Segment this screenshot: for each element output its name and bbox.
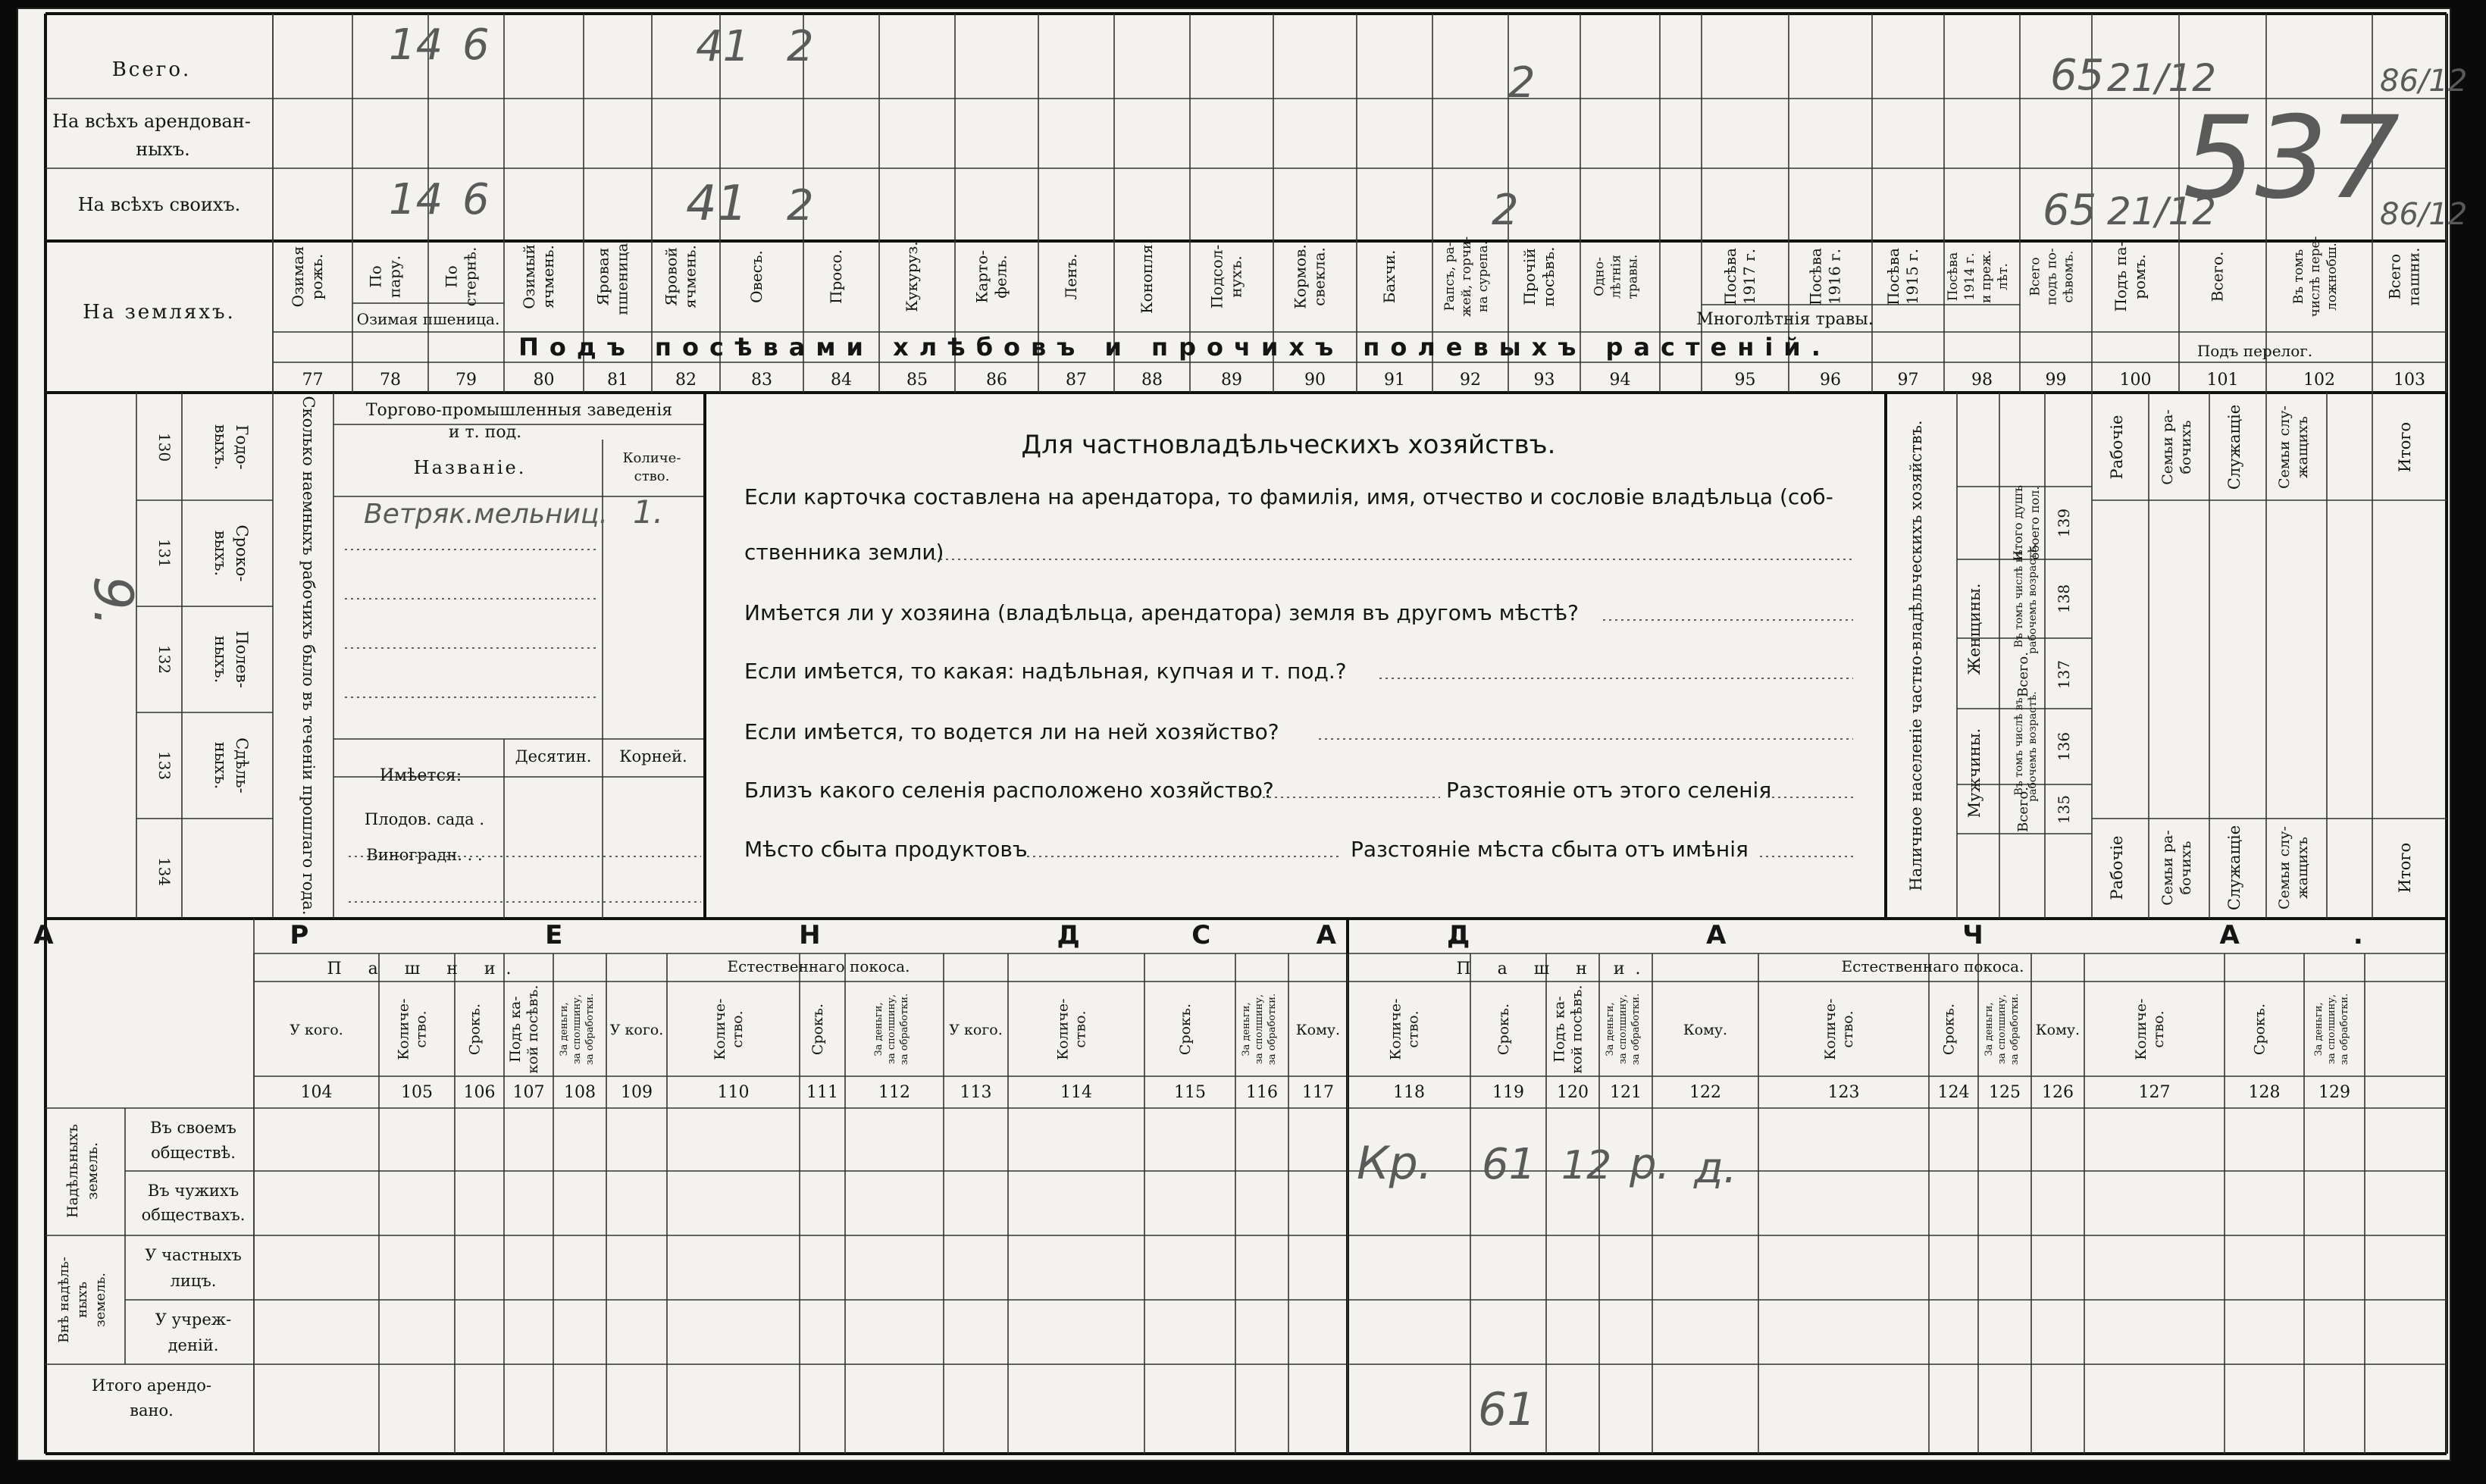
q5b: Разстояніе отъ этого селенія (1446, 778, 1772, 803)
svg-text:14: 14 (389, 175, 443, 224)
svg-text:2: 2 (787, 22, 814, 71)
crop-col-num-99: 99 (2045, 371, 2067, 390)
bottom-header-104: У кого. (290, 1022, 343, 1038)
bottom-header-122: Кому. (1683, 1022, 1728, 1038)
pashni-sdacha: П а ш н и. (1456, 960, 1652, 978)
establishments-title: Торгово-промышленныя заведенія (365, 401, 673, 420)
q1b: ственника земли) (744, 540, 944, 565)
svg-text:деній.: деній. (168, 1336, 219, 1354)
svg-text:бочихъ: бочихъ (2178, 420, 2194, 474)
bottom-col-num-113: 113 (960, 1083, 992, 1102)
svg-text:136: 136 (2055, 731, 2073, 762)
crop-col-num-100: 100 (2119, 371, 2152, 390)
svg-text:41: 41 (696, 22, 750, 71)
bottom-header-127: Количе-ство. (2133, 998, 2167, 1060)
crop-header-102: Въ томъ числѣ пере- ложнобш. (2291, 236, 2340, 318)
bottom-header-118: Количе-ство. (1387, 998, 1422, 1060)
svg-text:132: 132 (155, 644, 174, 675)
row-label-total: Всего. (111, 58, 192, 81)
bottom-col-num-114: 114 (1060, 1083, 1092, 1102)
svg-text:обществахъ.: обществахъ. (141, 1206, 246, 1224)
q3: Если имѣется, то какая: надѣльная, купчая и т. под.? (744, 659, 1347, 684)
crop-header-90: Кормов.свекла. (1291, 244, 1329, 309)
crop-col-num-88: 88 (1141, 371, 1163, 390)
right-columns-top (2108, 405, 2414, 490)
bottom-col-num-119: 119 (1492, 1083, 1524, 1102)
svg-text:2: 2 (787, 181, 814, 230)
svg-text:Семьи слу-: Семьи слу- (2276, 405, 2293, 489)
crop-col-num-78: 78 (380, 371, 401, 390)
bottom-col-num-106: 106 (463, 1083, 496, 1102)
svg-text:Рабочіе: Рабочіе (2108, 835, 2126, 900)
bottom-col-num-117: 117 (1302, 1083, 1334, 1102)
bottom-col-num-121: 121 (1610, 1083, 1642, 1102)
svg-text:61: 61 (1478, 1383, 1536, 1436)
bottom-col-num-123: 123 (1827, 1083, 1860, 1102)
svg-text:61: 61 (1482, 1140, 1536, 1189)
est-hw-qty: 1. (633, 493, 664, 531)
crop-header-100: Подъ па-ромъ. (2112, 241, 2149, 312)
bottom-col-num-111: 111 (806, 1083, 838, 1102)
bottom-col-num-110: 110 (717, 1083, 750, 1102)
crop-column-numbers (302, 371, 2426, 390)
svg-text:86/12: 86/12 (2380, 64, 2468, 99)
crop-col-num-93: 93 (1533, 371, 1555, 390)
svg-text:130: 130 (155, 432, 174, 462)
svg-text:р.: р. (1630, 1140, 1670, 1189)
bottom-header-129: За деньги, за сполшину, за обработки. (2313, 993, 2350, 1066)
bottom-header-106: Срокъ. (466, 1003, 484, 1056)
bottom-col-num-127: 127 (2138, 1083, 2171, 1102)
pokos-arenda: Естественнаго покоса. (727, 957, 910, 975)
bottom-header-116: За деньги, за сполшину, за обработки. (1241, 993, 1278, 1066)
svg-text:133: 133 (155, 750, 174, 781)
bottom-col-num-109: 109 (621, 1083, 653, 1102)
est-name-header: Названіе. (413, 457, 527, 478)
crop-col-num-92: 92 (1460, 371, 1481, 390)
q2: Имѣется ли у хозяина (владѣльца, арендатора) земля въ другомъ мѣстѣ? (744, 600, 1579, 625)
crop-col-num-90: 90 (1304, 371, 1326, 390)
crop-col-num-77: 77 (302, 371, 324, 390)
crop-col-num-83: 83 (751, 371, 772, 390)
women-label: Женщины. (1965, 583, 1983, 675)
bottom-header-125: За деньги, за сполшину, за обработки. (1983, 993, 2021, 1066)
svg-text:Семьи ра-: Семьи ра- (2159, 830, 2176, 906)
svg-text:жащихъ: жащихъ (2294, 837, 2311, 899)
pashni-arenda: П а ш н и. (327, 960, 522, 978)
svg-text:41: 41 (686, 176, 748, 232)
crop-header-92: Рапсъ, ра- жей, горчи- на сурепа. (1442, 236, 1491, 318)
q6b: Разстояніе мѣста сбыта отъ имѣнія (1351, 837, 1749, 862)
bottom-col-num-104: 104 (300, 1083, 333, 1102)
bottom-col-num-120: 120 (1557, 1083, 1589, 1102)
men-label: Мужчины. (1965, 728, 1983, 819)
row-label-rented-2: ныхъ. (136, 139, 190, 160)
svg-text:Въ томъ числѣ въ: Въ томъ числѣ въ (2013, 697, 2025, 796)
perennial-subheader: Многолѣтнія травы. (1696, 310, 1874, 329)
svg-text:Итого душъ: Итого душъ (2011, 485, 2025, 561)
desyatin-header: Десятин. (515, 747, 592, 765)
hired-workers-label: Сколько наемныхъ рабочихъ было въ теченіи прошлаго года. (299, 396, 318, 916)
establishments-title-2: и т. под. (448, 423, 522, 442)
svg-text:135: 135 (2055, 794, 2073, 825)
svg-text:Семьи слу-: Семьи слу- (2276, 826, 2293, 909)
crop-col-num-86: 86 (986, 371, 1007, 390)
crop-headers (289, 236, 2423, 318)
row-label-rented: На всѣхъ арендован- (52, 111, 251, 132)
bottom-col-num-115: 115 (1174, 1083, 1206, 1102)
bottom-header-121: За деньги, за сполшину, за обработки. (1605, 993, 1642, 1066)
bottom-header-110: Количе-ство. (712, 998, 746, 1060)
q5: Близъ какого селенія расположено хозяйство? (744, 778, 1274, 803)
bottom-col-num-129: 129 (2318, 1083, 2350, 1102)
svg-text:Итого арендо-: Итого арендо- (92, 1376, 211, 1395)
crop-header-103: Всегопашни. (2385, 247, 2423, 306)
bottom-header-114: Количе-ство. (1054, 998, 1089, 1060)
winter-wheat-subheader: Озимая пшеница. (356, 310, 500, 328)
crop-col-num-89: 89 (1221, 371, 1242, 390)
crop-col-num-82: 82 (675, 371, 697, 390)
bottom-col-num-118: 118 (1393, 1083, 1425, 1102)
svg-text:Служащіе: Служащіе (2225, 404, 2243, 490)
crop-col-num-81: 81 (607, 371, 628, 390)
crop-header-91: Бахчи. (1380, 249, 1398, 304)
q4: Если имѣется, то водется ли на ней хозяйство? (744, 719, 1279, 744)
bottom-headers (290, 957, 2350, 1074)
sdacha-title: С Д А Ч А. (1191, 920, 2477, 950)
svg-text:Сроко-выхъ.: Сроко-выхъ. (211, 524, 251, 582)
svg-text:вано.: вано. (130, 1401, 174, 1420)
svg-text:Кр.: Кр. (1357, 1137, 1432, 1190)
bottom-header-120: Подъ ка-кой посѣвъ. (1551, 985, 1586, 1074)
pokos-sdacha: Естественнаго покоса. (1841, 957, 2024, 975)
svg-text:65: 65 (2050, 51, 2105, 100)
crop-col-num-94: 94 (1609, 371, 1631, 390)
crop-header-94: Одно- лѣтнія травы. (1592, 254, 1641, 299)
handwritten-left-note: 9. (82, 576, 144, 627)
bottom-col-num-125: 125 (1989, 1083, 2021, 1102)
svg-text:Служащіе: Служащіе (2225, 825, 2243, 911)
crop-header-93: Прочійпосѣвъ. (1520, 246, 1558, 307)
svg-text:131: 131 (155, 538, 174, 568)
crop-col-num-97: 97 (1897, 371, 1919, 390)
bottom-col-num-122: 122 (1689, 1083, 1721, 1102)
bottom-col-num-105: 105 (401, 1083, 433, 1102)
svg-text:139: 139 (2055, 508, 2073, 538)
crop-col-num-80: 80 (533, 371, 555, 390)
svg-text:лицъ.: лицъ. (170, 1272, 217, 1290)
svg-text:21/12: 21/12 (2107, 56, 2217, 100)
bottom-col-num-107: 107 (512, 1083, 545, 1102)
svg-text:Годо-выхъ.: Годо-выхъ. (211, 424, 251, 471)
crop-header-101: Всего. (2208, 251, 2227, 302)
crop-col-num-102: 102 (2303, 371, 2335, 390)
handwritten-top-values (389, 20, 2467, 235)
crop-col-num-98: 98 (1971, 371, 1993, 390)
svg-text:537: 537 (2183, 92, 2400, 224)
svg-text:обществѣ.: обществѣ. (151, 1144, 236, 1162)
has-label: Имѣется: (379, 766, 462, 785)
svg-text:д.: д. (1694, 1144, 1737, 1193)
svg-text:86/12: 86/12 (2380, 197, 2468, 232)
right-columns-bottom (2108, 825, 2414, 910)
svg-text:14: 14 (389, 20, 443, 70)
bottom-col-num-126: 126 (2042, 1083, 2074, 1102)
crop-header-83: Овесъ. (747, 250, 766, 303)
svg-text:Всего.: Всего. (2015, 652, 2031, 697)
svg-text:У учреж-: У учреж- (155, 1310, 232, 1329)
crop-col-num-91: 91 (1384, 371, 1405, 390)
svg-text:Итого: Итого (2396, 842, 2414, 894)
bottom-col-num-124: 124 (1937, 1083, 1970, 1102)
crop-header-96: Посѣва1916 г. (1806, 248, 1844, 305)
svg-text:138: 138 (2055, 584, 2073, 614)
crop-header-89: Подсол-нухъ. (1207, 244, 1245, 309)
svg-text:рабочемъ возрастѣ.: рабочемъ возрастѣ. (2027, 543, 2039, 654)
group-nadelnyh: Надѣльныхъ земель. (64, 1123, 101, 1219)
bottom-header-112: За деньги, за сполшину, за обработки. (873, 993, 910, 1066)
fallow-subheader: Подъ перелог. (2196, 342, 2313, 360)
bottom-header-107: Подъ ка-кой посѣвъ. (507, 985, 541, 1074)
bottom-header-111: Срокъ. (809, 1003, 826, 1056)
svg-text:6: 6 (462, 20, 490, 70)
svg-text:жащихъ: жащихъ (2294, 416, 2311, 478)
svg-text:Въ чужихъ: Въ чужихъ (147, 1182, 240, 1200)
crop-col-num-79: 79 (456, 371, 477, 390)
svg-text:21/12: 21/12 (2107, 189, 2217, 233)
korney-header: Корней. (619, 747, 687, 765)
crop-col-num-85: 85 (906, 371, 928, 390)
svg-text:обоего пол.: обоего пол. (2027, 486, 2042, 560)
crop-col-num-96: 96 (1820, 371, 1841, 390)
svg-text:134: 134 (155, 856, 174, 887)
hired-labels (155, 424, 251, 886)
q1: Если карточка составлена на арендатора, то фамилія, имя, отчество и сословіе владѣльца (соб- (744, 484, 1833, 509)
svg-text:Рабочіе: Рабочіе (2108, 415, 2126, 480)
crop-header-98: Посѣва 1914 г. и преж. лѣт. (1946, 249, 2011, 304)
crop-col-num-103: 103 (2394, 371, 2425, 390)
crop-header-82: Яровойячмень. (662, 245, 700, 308)
bottom-col-num-108: 108 (564, 1083, 596, 1102)
crop-header-80: Озимыйячмень. (520, 244, 557, 309)
crop-col-num-95: 95 (1734, 371, 1756, 390)
svg-text:Въ своемъ: Въ своемъ (150, 1119, 236, 1137)
crop-header-79: Постернѣ. (442, 246, 480, 307)
bottom-col-num-112: 112 (878, 1083, 910, 1102)
crop-header-86: Карто-фель. (972, 249, 1010, 304)
private-farms-title: Для частновладѣльческихъ хозяйствъ. (1021, 430, 1556, 460)
bottom-header-126: Кому. (2035, 1022, 2081, 1038)
svg-text:Полев-ныхъ.: Полев-ныхъ. (211, 631, 251, 688)
crop-col-num-84: 84 (831, 371, 852, 390)
svg-text:137: 137 (2055, 659, 2073, 690)
est-qty-header: Количе-ство. (622, 450, 681, 484)
q6: Мѣсто сбыта продуктовъ (744, 837, 1028, 862)
crop-header-88: Конопля. (1138, 240, 1156, 314)
bottom-header-123: Количе-ство. (1822, 998, 1856, 1060)
group-vne: Внѣ надѣль- ныхъ земель. (56, 1257, 108, 1343)
crop-col-num-101: 101 (2206, 371, 2239, 390)
row-label-own: На всѣхъ своихъ. (77, 194, 241, 215)
svg-text:У частныхъ: У частныхъ (145, 1246, 242, 1264)
crop-header-87: Ленъ. (1062, 253, 1080, 300)
svg-text:2: 2 (1492, 186, 1519, 235)
crop-header-97: Посѣва1915 г. (1884, 248, 1921, 305)
crop-header-99: Всего подъ по- сѣвомъ. (2027, 248, 2077, 305)
bottom-header-113: У кого. (949, 1022, 1003, 1038)
crop-header-95: Посѣва1917 г. (1721, 248, 1758, 305)
est-hw-name: Ветряк.мельниц. (364, 499, 608, 530)
svg-text:Сдѣль-ныхъ.: Сдѣль-ныхъ. (211, 737, 251, 794)
bottom-column-numbers (301, 1083, 2351, 1102)
svg-text:рабочемъ возрастѣ.: рабочемъ возрастѣ. (2027, 691, 2039, 802)
svg-text:Въ томъ числѣ въ: Въ томъ числѣ въ (2013, 549, 2025, 648)
crop-header-81: Яроваяпшеница. (593, 238, 631, 315)
bottom-section (33, 919, 2477, 1454)
bottom-header-115: Срокъ. (1177, 1003, 1194, 1056)
bottom-header-109: У кого. (609, 1022, 664, 1038)
crop-header-78: Попару. (366, 255, 404, 299)
bottom-col-num-128: 128 (2248, 1083, 2281, 1102)
bottom-header-117: Кому. (1295, 1022, 1341, 1038)
crop-header-85: Кукуруз. (903, 241, 921, 312)
svg-text:бочихъ: бочихъ (2178, 841, 2194, 895)
bottom-header-105: Количе-ство. (395, 998, 430, 1060)
crops-band-title: Подъ посѣвами хлѣбовъ и прочихъ полевыхъ растеній. (518, 333, 1831, 362)
svg-text:2: 2 (1508, 58, 1536, 108)
svg-text:65: 65 (2043, 186, 2097, 235)
svg-text:6: 6 (462, 175, 490, 224)
bottom-header-128: Срокъ. (2251, 1003, 2268, 1056)
svg-text:Семьи ра-: Семьи ра- (2159, 409, 2176, 485)
svg-text:Итого: Итого (2396, 421, 2414, 473)
bottom-col-num-116: 116 (1246, 1083, 1278, 1102)
bottom-header-108: За деньги, за сполшину, за обработки. (559, 993, 596, 1066)
vineyard-label: Виноградн. . . (366, 846, 483, 864)
svg-text:12: 12 (1561, 1143, 1612, 1188)
bottom-header-124: Срокъ. (1940, 1003, 1958, 1056)
crop-col-num-87: 87 (1066, 371, 1087, 390)
crop-header-84: Просо. (827, 249, 845, 304)
crop-header-77: Озимаярожь. (289, 246, 326, 308)
row-label-land: На земляхъ. (83, 301, 236, 324)
middle-section (45, 393, 2447, 919)
arenda-title: А Р Е Н Д А. (33, 920, 1573, 950)
orchard-label: Плодов. сада . (364, 810, 485, 828)
bottom-header-119: Срокъ. (1495, 1003, 1512, 1056)
svg-text:Всего.: Всего. (2015, 787, 2031, 832)
present-population-label: Наличное населеніе частно-владѣльческихъ хозяйствъ. (1907, 420, 1925, 891)
